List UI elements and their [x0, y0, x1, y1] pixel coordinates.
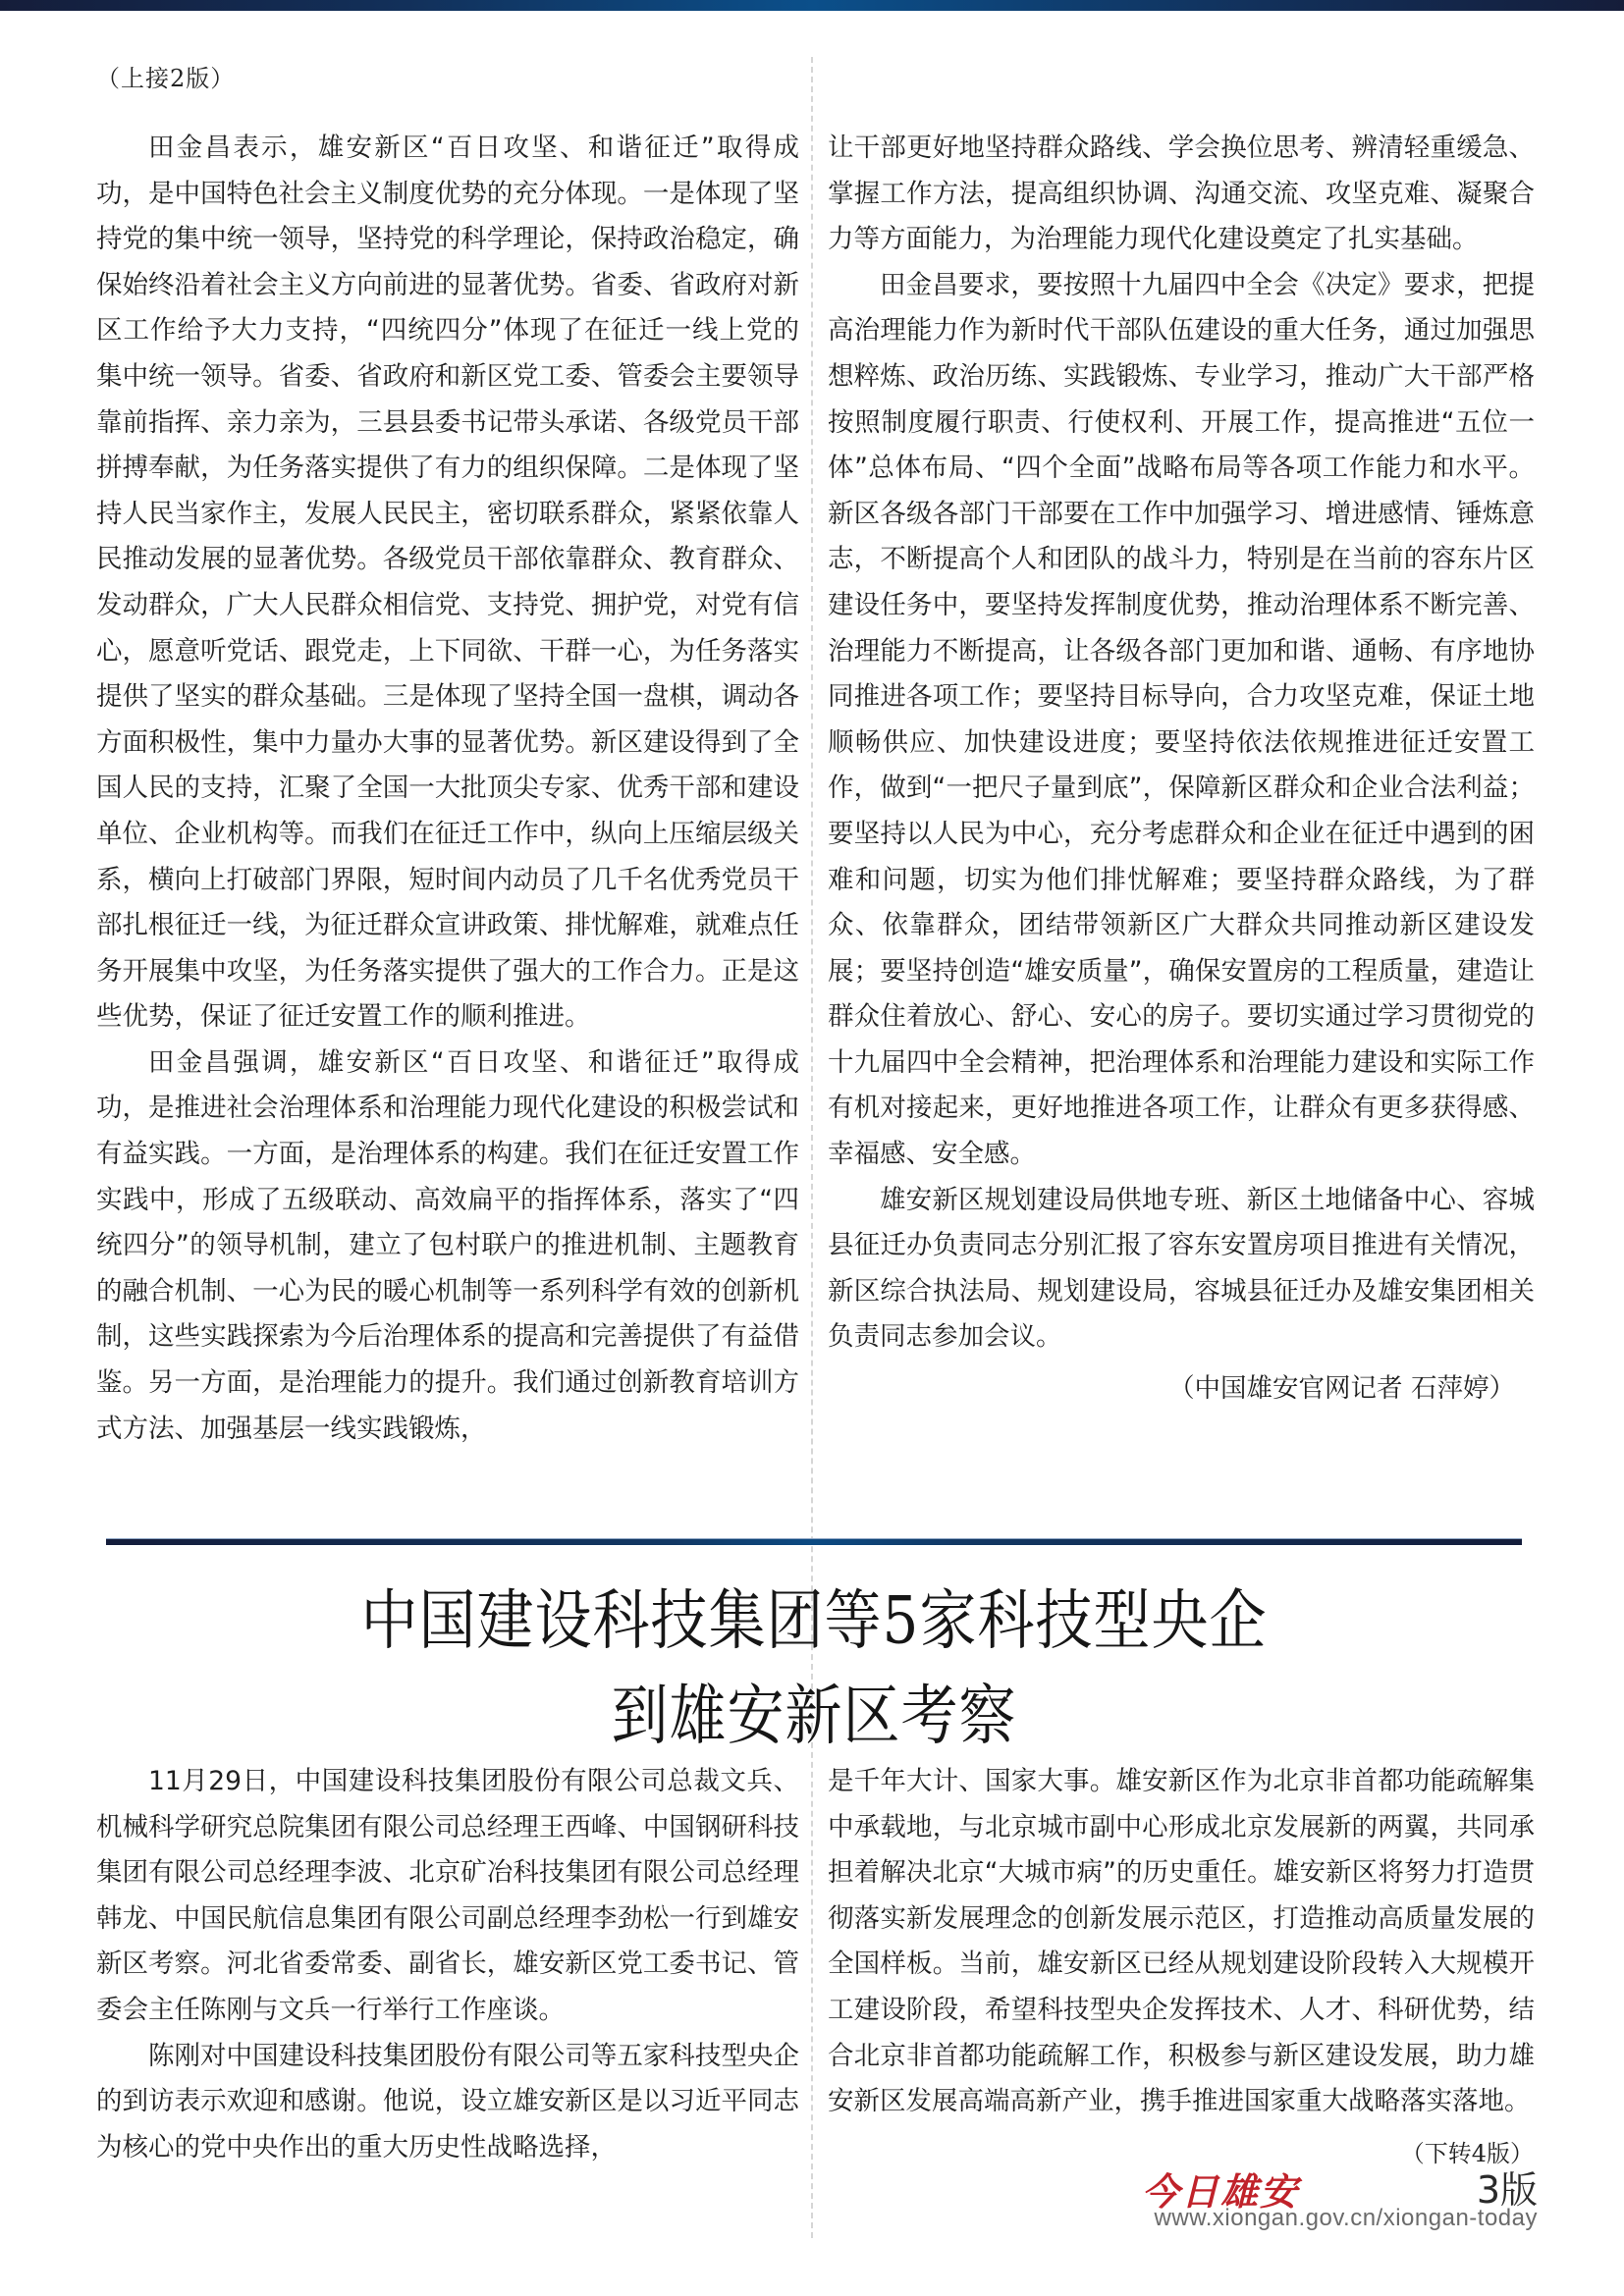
article-separator-bar	[106, 1538, 1522, 1545]
paragraph: 是千年大计、国家大事。雄安新区作为北京非首都功能疏解集中承载地，与北京城市副中心形成北京发展新的两翼，共同承担着解决北京“大城市病”的历史重任。雄安新区将努力打造贯彻落实新发展理念的创新发展示范区，打造推动高质量发展的全国样板。当前，雄安新区已经从规划建设阶段转入大规模开工建设阶段，希望科技型央企发挥技术、人才、科研优势，结合北京非首都功能疏解工作，积极参与新区建设发展，助力雄安新区发展高端高新产业，携手推进国家重大战略落实落地。	[828, 1766, 1535, 2117]
paragraph: 让干部更好地坚持群众路线、学会换位思考、辨清轻重缓急、掌握工作方法，提高组织协调、沟通交流、攻坚克难、凝聚合力等方面能力，为治理能力现代化建设奠定了扎实基础。	[828, 133, 1535, 255]
article2-headline-line2: 到雄安新区考察	[611, 1677, 1017, 1754]
footer-url: www.xiongan.gov.cn/xiongan-today	[1154, 2205, 1538, 2231]
top-header-bar	[0, 0, 1624, 11]
column-divider	[811, 57, 813, 2238]
paragraph: 陈刚对中国建设科技集团股份有限公司等五家科技型央企的到访表示欢迎和感谢。他说，设立雄安新区是以习近平同志为核心的党中央作出的重大历史性战略选择，	[96, 2040, 799, 2163]
newspaper-logo: 今日雄安	[1142, 2169, 1300, 2214]
continued-to-note: （下转4版）	[1400, 2140, 1534, 2167]
page-number: 3版	[1476, 2168, 1538, 2212]
article2-left-column	[96, 1759, 799, 2170]
paragraph: 田金昌要求，要按照十九届四中全会《决定》要求，把提高治理能力作为新时代干部队伍建设的重大任务，通过加强思想粹炼、政治历练、实践锻炼、专业学习，推动广大干部严格按照制度履行职责、行使权利、开展工作，提高推进“五位一体”总体布局、“四个全面”战略布局等各项工作能力和水平。新区各级各部门干部要在工作中加强学习、增进感情、锤炼意志，不断提高个人和团队的战斗力，特别是在当前的容东片区建设任务中，要坚持发挥制度优势，推动治理体系不断完善、治理能力不断提高，让各级各部门更加和谐、通畅、有序地协同推进各项工作；要坚持目标导向，合力攻坚克难，保证土地顺畅供应、加快建设进度；要坚持依法依规推进征迁安置工作，做到“一把尺子量到底”，保障新区群众和企业合法利益；要坚持以人民为中心，充分考虑群众和企业在征迁中遇到的困难和问题，切实为他们排忧解难；要坚持群众路线，为了群众、依靠群众，团结带领新区广大群众共同推动新区建设发展；要坚持创造“雄安质量”，确保安置房的工程质量，建造让群众住着放心、舒心、安心的房子。要切实通过学习贯彻党的十九届四中全会精神，把治理体系和治理能力建设和实际工作有机对接起来，更好地推进各项工作，让群众有更多获得感、幸福感、安全感。	[828, 269, 1535, 1170]
article1-left-column	[96, 126, 799, 1452]
paragraph: 雄安新区规划建设局供地专班、新区土地储备中心、容城县征迁办负责同志分别汇报了容东安置房项目推进有关情况，新区综合执法局、规划建设局，容城县征迁办及雄安集团相关负责同志参加会议。	[828, 1184, 1535, 1353]
paragraph: 田金昌强调，雄安新区“百日攻坚、和谐征迁”取得成功，是推进社会治理体系和治理能力现代化建设的积极尝试和有益实践。一方面，是治理体系的构建。我们在征迁安置工作实践中，形成了五级联动、高效扁平的指挥体系，落实了“四统四分”的领导机制，建立了包村联户的推进机制、主题教育的融合机制、一心为民的暖心机制等一系列科学有效的创新机制，这些实践探索为今后治理体系的提高和完善提供了有益借鉴。另一方面，是治理能力的提升。我们通过创新教育培训方式方法、加强基层一线实践锻炼，	[96, 1046, 799, 1444]
article2-headline-line1: 中国建设科技集团等5家科技型央企	[360, 1581, 1268, 1659]
paragraph: 11月29日，中国建设科技集团股份有限公司总裁文兵、机械科学研究总院集团有限公司总经理王西峰、中国钢研科技集团有限公司总经理李波、北京矿冶科技集团有限公司总经理韩龙、中国民航信息集团有限公司副总经理李劲松一行到雄安新区考察。河北省委常委、副省长，雄安新区党工委书记、管委会主任陈刚与文兵一行举行工作座谈。	[96, 1766, 799, 2025]
continued-from-note: （上接2版）	[96, 65, 236, 92]
byline: （中国雄安官网记者 石萍婷）	[1168, 1373, 1515, 1405]
article2-right-column	[828, 1759, 1535, 2125]
article1-right-column	[828, 126, 1535, 1413]
paragraph: 田金昌表示，雄安新区“百日攻坚、和谐征迁”取得成功，是中国特色社会主义制度优势的充分体现。一是体现了坚持党的集中统一领导，坚持党的科学理论，保持政治稳定，确保始终沿着社会主义方向前进的显著优势。省委、省政府对新区工作给予大力支持，“四统四分”体现了在征迁一线上党的集中统一领导。省委、省政府和新区党工委、管委会主要领导靠前指挥、亲力亲为，三县县委书记带头承诺、各级党员干部拼搏奉献，为任务落实提供了有力的组织保障。二是体现了坚持人民当家作主，发展人民民主，密切联系群众，紧紧依靠人民推动发展的显著优势。各级党员干部依靠群众、教育群众、发动群众，广大人民群众相信党、支持党、拥护党，对党有信心，愿意听党话、跟党走，上下同欲、干群一心，为任务落实提供了坚实的群众基础。三是体现了坚持全国一盘棋，调动各方面积极性，集中力量办大事的显著优势。新区建设得到了全国人民的支持，汇聚了全国一大批顶尖专家、优秀干部和建设单位、企业机构等。而我们在征迁工作中，纵向上压缩层级关系，横向上打破部门界限，短时间内动员了几千名优秀党员干部扎根征迁一线，为征迁群众宣讲政策、排忧解难，就难点任务开展集中攻坚，为任务落实提供了强大的工作合力。正是这些优势，保证了征迁安置工作的顺利推进。	[96, 133, 799, 1033]
